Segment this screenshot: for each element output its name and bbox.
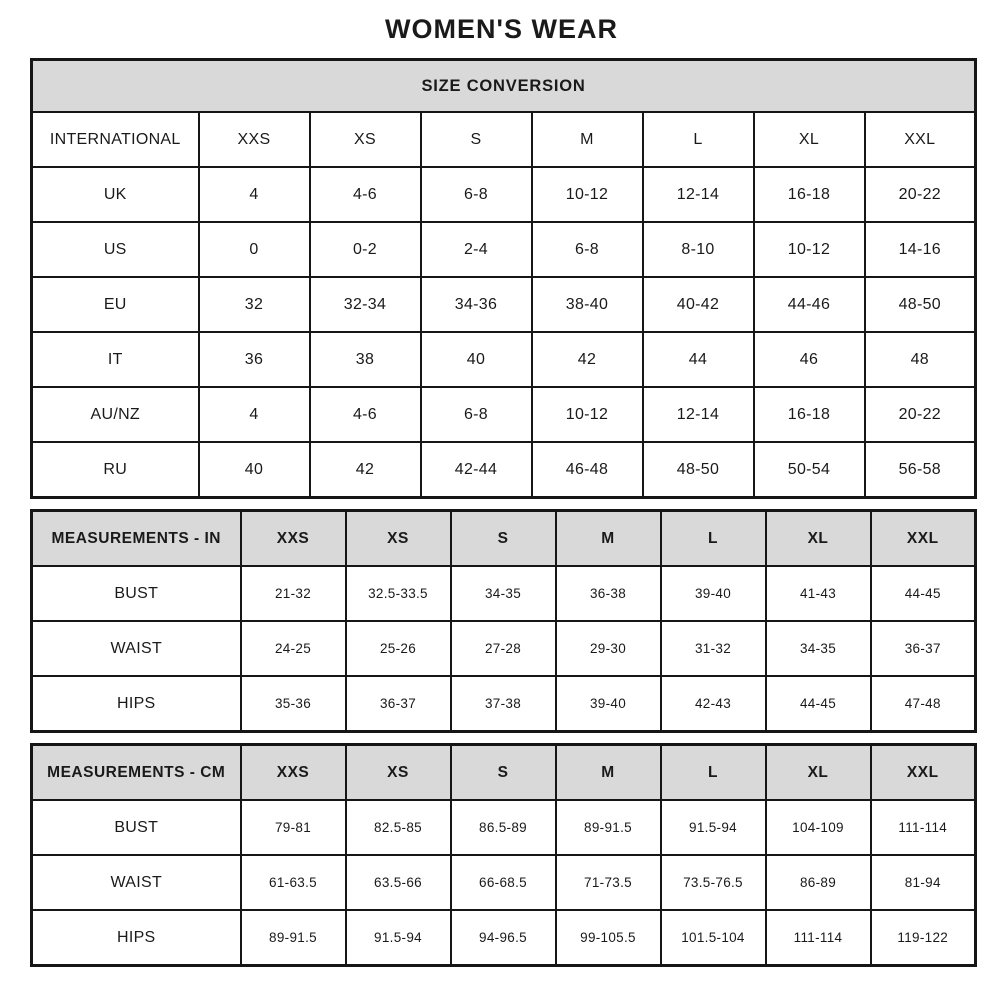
cell: 24-25 — [241, 621, 346, 676]
row-label: HIPS — [32, 910, 241, 966]
cell: 89-91.5 — [241, 910, 346, 966]
cell: 48 — [865, 332, 976, 387]
cell: 35-36 — [241, 676, 346, 732]
cell: 40 — [199, 442, 310, 498]
cell: 6-8 — [421, 167, 532, 222]
table-row — [32, 800, 976, 855]
cell: 32 — [199, 277, 310, 332]
cell: 25-26 — [346, 621, 451, 676]
cell: 44-45 — [766, 676, 871, 732]
cell: 20-22 — [865, 387, 976, 442]
cell: 89-91.5 — [556, 800, 661, 855]
cell: 47-48 — [871, 676, 976, 732]
table-row — [32, 442, 976, 498]
cell: 42 — [532, 332, 643, 387]
column-header-xxl: XXL — [865, 112, 976, 167]
size-header-l: L — [661, 745, 766, 801]
cell: 94-96.5 — [451, 910, 556, 966]
column-header-m: M — [532, 112, 643, 167]
cell: 73.5-76.5 — [661, 855, 766, 910]
cell: 50-54 — [754, 442, 865, 498]
cell: 38-40 — [532, 277, 643, 332]
cell: 39-40 — [556, 676, 661, 732]
column-header-xs: XS — [310, 112, 421, 167]
cell: 29-30 — [556, 621, 661, 676]
row-label: UK — [32, 167, 199, 222]
row-label: RU — [32, 442, 199, 498]
cell: 34-36 — [421, 277, 532, 332]
table-row — [32, 566, 976, 621]
cell: 71-73.5 — [556, 855, 661, 910]
cell: 10-12 — [754, 222, 865, 277]
cell: 16-18 — [754, 167, 865, 222]
cell: 46 — [754, 332, 865, 387]
cell: 12-14 — [643, 387, 754, 442]
cell: 36 — [199, 332, 310, 387]
size-header-xs: XS — [346, 511, 451, 567]
cell: 81-94 — [871, 855, 976, 910]
table-row — [32, 676, 976, 732]
size-header-xxs: XXS — [241, 745, 346, 801]
cell: 56-58 — [865, 442, 976, 498]
cell: 14-16 — [865, 222, 976, 277]
cell: 20-22 — [865, 167, 976, 222]
cell: 2-4 — [421, 222, 532, 277]
size-header-xs: XS — [346, 745, 451, 801]
cell: 48-50 — [865, 277, 976, 332]
size-header-xl: XL — [766, 511, 871, 567]
cell: 44 — [643, 332, 754, 387]
table-row — [32, 167, 976, 222]
cell: 36-38 — [556, 566, 661, 621]
cell: 6-8 — [532, 222, 643, 277]
cell: 12-14 — [643, 167, 754, 222]
table-row — [32, 387, 976, 442]
table-title-row — [32, 60, 976, 113]
cell: 42-43 — [661, 676, 766, 732]
cell: 46-48 — [532, 442, 643, 498]
cell: 111-114 — [766, 910, 871, 966]
cell: 86.5-89 — [451, 800, 556, 855]
cell: 21-32 — [241, 566, 346, 621]
cell: 42 — [310, 442, 421, 498]
column-header-row — [32, 112, 976, 167]
cell: 63.5-66 — [346, 855, 451, 910]
cell: 111-114 — [871, 800, 976, 855]
table-row — [32, 855, 976, 910]
row-label: BUST — [32, 566, 241, 621]
row-label: US — [32, 222, 199, 277]
measurements-in-header: MEASUREMENTS - IN — [32, 511, 241, 567]
cell: 0 — [199, 222, 310, 277]
cell: 104-109 — [766, 800, 871, 855]
cell: 32-34 — [310, 277, 421, 332]
table-row — [32, 621, 976, 676]
cell: 8-10 — [643, 222, 754, 277]
column-header-s: S — [421, 112, 532, 167]
cell: 66-68.5 — [451, 855, 556, 910]
measurements-in-table — [30, 509, 977, 733]
cell: 44-46 — [754, 277, 865, 332]
cell: 44-45 — [871, 566, 976, 621]
cell: 34-35 — [451, 566, 556, 621]
cell: 32.5-33.5 — [346, 566, 451, 621]
size-header-s: S — [451, 511, 556, 567]
cell: 91.5-94 — [661, 800, 766, 855]
cell: 40-42 — [643, 277, 754, 332]
cell: 4 — [199, 167, 310, 222]
size-header-xl: XL — [766, 745, 871, 801]
cell: 4-6 — [310, 387, 421, 442]
cell: 10-12 — [532, 167, 643, 222]
cell: 6-8 — [421, 387, 532, 442]
cell: 42-44 — [421, 442, 532, 498]
cell: 41-43 — [766, 566, 871, 621]
measurements-cm-table — [30, 743, 977, 967]
row-label: HIPS — [32, 676, 241, 732]
column-header-xxs: XXS — [199, 112, 310, 167]
size-conversion-table — [30, 58, 977, 499]
column-header-l: L — [643, 112, 754, 167]
column-header-international: INTERNATIONAL — [32, 112, 199, 167]
cell: 0-2 — [310, 222, 421, 277]
row-label: WAIST — [32, 855, 241, 910]
cell: 27-28 — [451, 621, 556, 676]
cell: 79-81 — [241, 800, 346, 855]
cell: 37-38 — [451, 676, 556, 732]
column-header-xl: XL — [754, 112, 865, 167]
cell: 82.5-85 — [346, 800, 451, 855]
size-header-m: M — [556, 511, 661, 567]
table-row — [32, 332, 976, 387]
cell: 36-37 — [346, 676, 451, 732]
cell: 31-32 — [661, 621, 766, 676]
size-header-xxl: XXL — [871, 745, 976, 801]
size-header-s: S — [451, 745, 556, 801]
measurements-cm-header-row — [32, 745, 976, 801]
cell: 4 — [199, 387, 310, 442]
cell: 99-105.5 — [556, 910, 661, 966]
row-label: WAIST — [32, 621, 241, 676]
table-row — [32, 277, 976, 332]
size-header-l: L — [661, 511, 766, 567]
row-label: IT — [32, 332, 199, 387]
row-label: BUST — [32, 800, 241, 855]
cell: 10-12 — [532, 387, 643, 442]
cell: 4-6 — [310, 167, 421, 222]
cell: 16-18 — [754, 387, 865, 442]
measurements-in-header-row — [32, 511, 976, 567]
measurements-cm-header: MEASUREMENTS - CM — [32, 745, 241, 801]
cell: 91.5-94 — [346, 910, 451, 966]
cell: 101.5-104 — [661, 910, 766, 966]
row-label: AU/NZ — [32, 387, 199, 442]
table-row — [32, 222, 976, 277]
cell: 48-50 — [643, 442, 754, 498]
cell: 39-40 — [661, 566, 766, 621]
page-title: WOMEN'S WEAR — [385, 14, 618, 44]
size-header-xxl: XXL — [871, 511, 976, 567]
cell: 61-63.5 — [241, 855, 346, 910]
cell: 119-122 — [871, 910, 976, 966]
size-conversion-header: SIZE CONVERSION — [32, 60, 976, 113]
cell: 34-35 — [766, 621, 871, 676]
cell: 86-89 — [766, 855, 871, 910]
row-label: EU — [32, 277, 199, 332]
cell: 38 — [310, 332, 421, 387]
table-row — [32, 910, 976, 966]
size-header-m: M — [556, 745, 661, 801]
cell: 40 — [421, 332, 532, 387]
cell: 36-37 — [871, 621, 976, 676]
size-header-xxs: XXS — [241, 511, 346, 567]
